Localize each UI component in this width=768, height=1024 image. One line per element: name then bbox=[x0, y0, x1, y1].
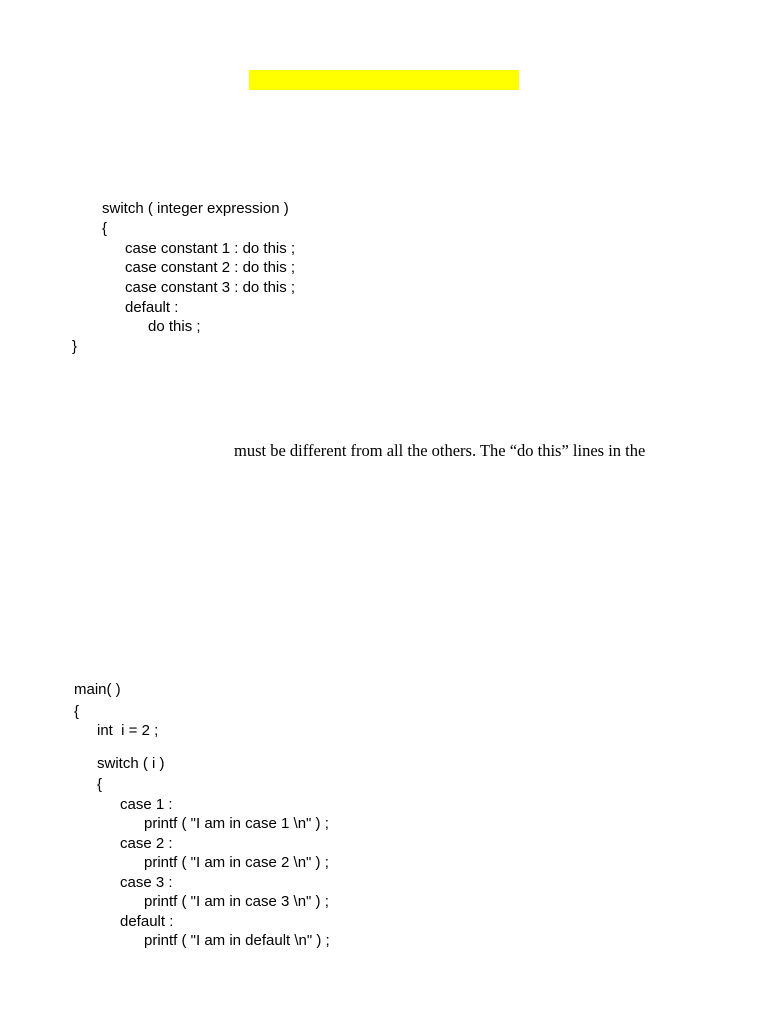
code-line: case constant 2 : do this ; bbox=[125, 259, 296, 276]
code-line: default : bbox=[120, 913, 174, 930]
code-line: case 3 : bbox=[120, 874, 173, 891]
code-line: main( ) bbox=[74, 681, 121, 698]
code-line: default : bbox=[125, 299, 179, 316]
code-line: } bbox=[72, 338, 78, 355]
code-line: { bbox=[102, 220, 108, 237]
code-line: { bbox=[74, 703, 80, 720]
code-line: case 1 : bbox=[120, 796, 173, 813]
code-line: switch ( i ) bbox=[97, 755, 165, 772]
code-line: { bbox=[97, 776, 103, 793]
code-line: printf ( "I am in case 2 \n" ) ; bbox=[144, 854, 329, 871]
yellow-highlight-bar bbox=[249, 70, 519, 90]
code-line: case constant 3 : do this ; bbox=[125, 279, 296, 296]
body-text-fragment: must be different from all the others. The “do this” lines in the bbox=[234, 441, 646, 460]
code-line: printf ( "I am in case 1 \n" ) ; bbox=[144, 815, 329, 832]
code-line: printf ( "I am in default \n" ) ; bbox=[144, 932, 330, 949]
code-line: int i = 2 ; bbox=[97, 722, 159, 739]
code-line: printf ( "I am in case 3 \n" ) ; bbox=[144, 893, 329, 910]
code-line: do this ; bbox=[148, 318, 201, 335]
code-line: switch ( integer expression ) bbox=[102, 200, 289, 217]
code-line: case constant 1 : do this ; bbox=[125, 240, 296, 257]
code-line: case 2 : bbox=[120, 835, 173, 852]
